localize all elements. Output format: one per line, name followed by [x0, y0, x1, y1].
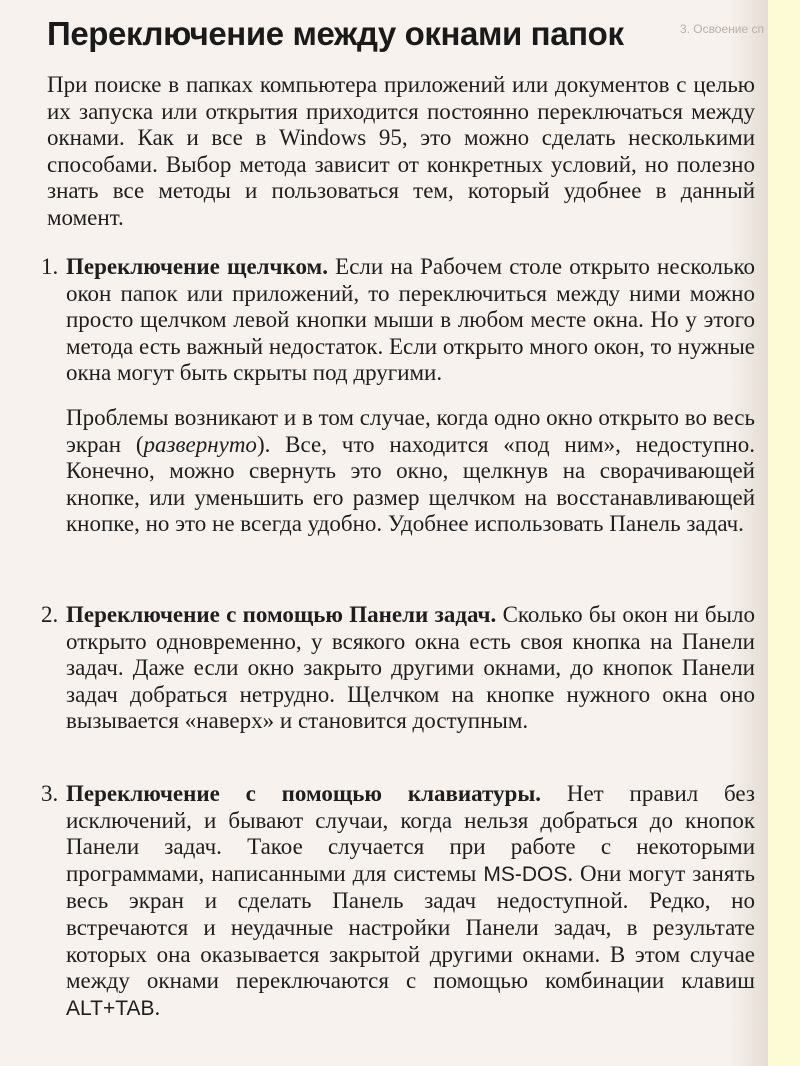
item-body	[66, 781, 755, 1022]
list-item-2	[41, 602, 755, 735]
item-title: Переключение щелчком.	[66, 254, 328, 279]
item-text: Сколько бы окон ни было открыто одновременно, у всякого окна есть своя кнопка на Панели задач. Даже если окно закрыто другими окнами, до кнопок Панели задач добраться нетрудно. Щелчком на кнопке нужного окна оно вызывается «наверх» и становится доступным.	[66, 602, 755, 734]
section-title: Переключение между окнами папок	[47, 15, 624, 52]
item-number: 2.	[41, 602, 59, 627]
item-text-part: Нет правил без исключений, и бывают случаи, когда нельзя добраться до кнопок Панели задач. Такое случается при работе с некоторыми программами, написанными для системы	[66, 781, 755, 886]
item-paragraph-2	[66, 405, 755, 538]
italic-term: развернуто	[143, 431, 257, 457]
item-text-part: .	[154, 994, 161, 1020]
item-text: Если на Рабочем столе открыто несколько окон папок или приложений, то переключиться между ними можно просто щелчком левой кнопки мыши в любом месте окна. Но у этого метода есть важный недостаток. Если открыто много окон, то нужные окна могут быть скрыты под другими.	[66, 254, 756, 386]
adjacent-page-header: 3. Освоение сп	[679, 22, 764, 36]
item-text-part: ). Все, что находится «под ним», недоступно. Конечно, можно свернуть это окно, щелкнув на сворачивающей кнопке, или уменьшить его размер щелчком на восстанавливающей кнопке, но это не всегда удобно. Удобнее использовать Панель задач.	[66, 431, 755, 537]
item-title: Переключение с помощью Панели задач.	[66, 602, 497, 627]
item-paragraph	[66, 781, 755, 1022]
item-text-part: Проблемы возникают и в том случае, когда одно окно открыто во весь экран (	[66, 404, 755, 457]
item-paragraph	[66, 254, 755, 387]
list-item-3	[41, 781, 755, 1022]
key-combo: ALT+TAB	[66, 996, 155, 1020]
item-number: 1.	[41, 254, 59, 279]
item-title: Переключение с помощью клавиатуры.	[66, 781, 542, 806]
intro-paragraph: При поиске в папках компьютера приложений или документов с целью их запуска или открытия приходится постоянно переключаться между окнами. Как и все в Windows 95, это можно сделать несколькими способами. Выбор метода зависит от конкретных условий, но полезно знать все методы и пользоваться тем, который удобнее в данный момент.	[47, 72, 755, 230]
item-paragraph	[66, 602, 755, 735]
item-body	[66, 602, 755, 735]
item-number: 3.	[41, 781, 59, 806]
item-body	[66, 254, 755, 538]
msdos-term: MS-DOS	[483, 862, 568, 886]
item-text-part: . Они могут занять весь экран и сделать Панель задач недоступной. Редко, но встречаются и неудачные настройки Панели задач, в результате которых она оказывается закрытой другими окнами. В этом случае между окнами переключаются с помощью комбинации клавиш	[66, 860, 755, 994]
list-item-1	[41, 254, 756, 538]
